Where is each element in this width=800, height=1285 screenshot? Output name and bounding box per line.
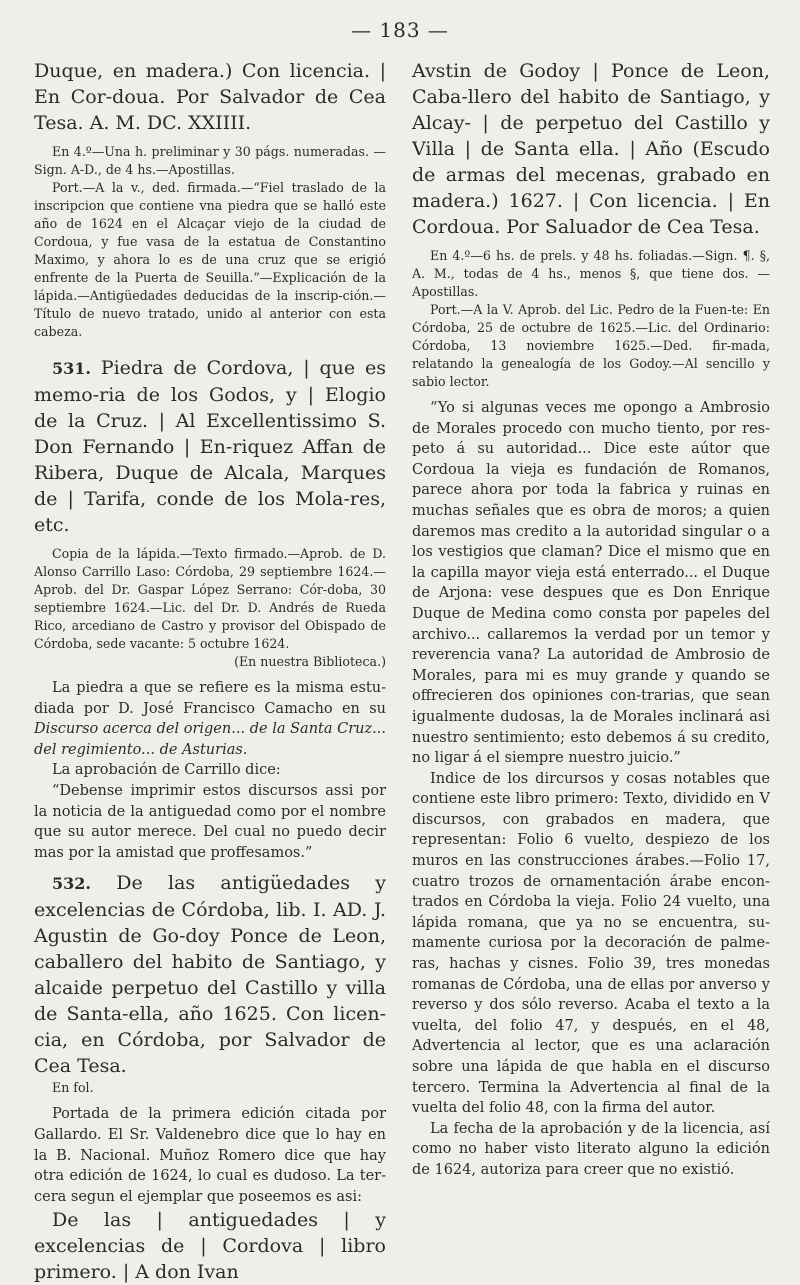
entry-532-commentary: Portada de la primera edición citada por Gallardo. El Sr. Valdenebro dice que lo hay en la B. Nacional. Muñoz Romero dice que hay otra edición de 1624, lo cual es dudoso. La ter-cera segun el ejemplar que poseemos es asi: xyxy=(34,1106,386,1205)
right-column xyxy=(412,58,770,1181)
entry-532-title-continued: Avstin de Godoy | Ponce de Leon, Caba-llero del habito de Santiago, y Alcay- | de perpetuo del Castillo y Villa | de Santa ella. | Año (Escudo de armas del mecenas, grabado en madera.) 1627. | Con licencia. | En Cordoua. Por Saluador de Cea Tesa. xyxy=(412,60,770,238)
entry-532-third-edition-title: De las | antiguedades | y excelencias de | Cordova | libro primero. | A don Ivan xyxy=(34,1209,386,1284)
entry-531-location-note: (En nuestra Biblioteca.) xyxy=(234,654,386,669)
commentary-cited-work: Discurso acerca del origen... de la Santa Cruz... del regimiento... de Asturias. xyxy=(34,721,386,758)
entry-532-title xyxy=(34,870,386,1079)
entry-532-dating-note: La fecha de la aprobación y de la licencia, así como no haber visto literato alguno la edición de 1624, autoriza para creer que no existió. xyxy=(412,1120,770,1178)
entry-532-collation: En 4.º—6 hs. de prels. y 48 hs. foliadas.—Sign. ¶. §, A. M., todas de 4 hs., menos §, que tiene dos. —Apostillas. xyxy=(412,248,770,299)
entry-532-title-text: De las antigüedades y excelencias de Córdoba, lib. I. AD. J. Agustin de Go-doy Ponce de Leon, caballero del habito de Santiago, y alcaide perpetuo del Castillo y villa de Santa-ella, año 1625. Con licen-cia, en Córdoba, por Salvador de Cea Tesa. xyxy=(34,872,386,1078)
entry-530-title-end: Duque, en madera.) Con licencia. | En Cor-doua. Por Salvador de Cea Tesa. A. M. DC. XXIIII. xyxy=(34,60,386,134)
entry-531-approval-quote: “Debense imprimir estos discursos assi por la noticia de la antiguedad como por el nombre que su autor merece. Del cual no puedo decir mas por la amistad que proffesamos.” xyxy=(34,782,386,861)
entry-532-dedication-quote: “Yo si algunas veces me opongo a Ambrosio de Morales procedo con mucho tiento, por res-peto á su autoridad... Dice este aútor que Cordoua la vieja es fundación de Romanos, parece ahora por toda la fabrica y ruinas en muchas señales que es obra de moros; a quien daremos mas credito a la autoridad singular o a los vestigios que claman? Dice el mismo que en la capilla mayor vieja está enterrado... el Duque de Arjona: vese despues que es Don Enrique Duque de Medina como consta por papeles del archivo... callaremos la verdad por un temor y reverencia vana? La autoridad de Ambrosio de Morales, para mi es muy grande y quando se offrecieren dos opiniones con-trarias, que sean igualmente dudosas, la de Morales inclinará asi nuestro sentimiento; esto debemos á su credito, no ligar á el siempre nuestro juicio.” xyxy=(412,400,770,767)
entry-532-index-description: Indice de los dircursos y cosas notables que contiene este libro primero: Texto, dividido en V discursos, con grabados en madera, que representan: Folio 6 vuelto, despiezo de los muros en las construcciones árabes.—Folio 17, cuatro trozos de ornamentación árabe encon-trados en Córdoba la vieja. Folio 24 vuelto, una lápida romana, que ya no se encuentra, su-mamente curiosa por la decoración de palme-ras, hachas y cisnes. Folio 39, tres monedas romanas de Córdoba, una de ellas por anverso y reverso y dos sólo reverso. Acaba el texto a la vuelta, del folio 47, y después, en el 48, Advertencia al lector, que es una aclaración sobre una lápida de que habla en el discurso tercero. Termina la Advertencia al final de la vuelta del folio 48, con la firma del autor. xyxy=(412,770,770,1117)
entry-532-number: 532. xyxy=(52,874,91,894)
entry-531-number: 531. xyxy=(52,359,91,378)
entry-531-title-text: Piedra de Cordova, | que es memo-ria de los Godos, y | Elogio de la Cruz. | Al Excellentissimo S. Don Fernando | En-riquez Affan de Ribera, Duque de Alcala, Marques de | Tarifa, conde de los Mola-res, etc. xyxy=(34,357,386,536)
left-column xyxy=(34,58,386,1285)
entry-531-title xyxy=(34,355,386,538)
entry-530-contents: Port.—A la v., ded. firmada.—“Fiel traslado de la inscripcion que contiene vna piedra que se halló este año de 1624 en el Alcaçar viejo de la ciudad de Cordoua, y fue vasa de la estatua de Constantino Maximo, y ahora lo es de una cruz que se erigió enfrente de la Puerta de Seuilla.”—Explicación de la lápida.—Antigüedades deducidas de la inscrip-ción.—Título de nuevo tratado, unido al anterior con esta cabeza. xyxy=(34,180,386,339)
entry-531-commentary xyxy=(34,678,386,760)
entry-532-contents: Port.—A la V. Aprob. del Lic. Pedro de la Fuen-te: En Córdoba, 25 de octubre de 1625.—Lic. del Ordinario: Córdoba, 13 noviembre 1625.—Ded. fir-mada, relatando la genealogía de los Godoy.—Al sencillo y sabio lector. xyxy=(412,302,770,389)
entry-530-collation: En 4.º—Una h. preliminar y 30 págs. numeradas. —Sign. A-D., de 4 hs.—Apostillas. xyxy=(34,144,386,177)
page-number: — 183 — xyxy=(351,18,449,42)
commentary-text: La piedra a que se refiere es la misma estu-diada por D. José Francisco Camacho en su xyxy=(34,680,386,717)
entry-531-contents: Copia de la lápida.—Texto firmado.—Aprob. de D. Alonso Carrillo Laso: Córdoba, 29 septiembre 1624.—Aprob. del Dr. Gaspar López Serrano: Cór-doba, 30 septiembre 1624.—Lic. del Dr. D. Andrés de Rueda Rico, arcediano de Castro y provisor del Obispado de Córdoba, sede vacante: 5 octubre 1624. xyxy=(34,546,386,651)
entry-531-approval-intro: La aprobación de Carrillo dice: xyxy=(52,762,281,779)
entry-532-format: En fol. xyxy=(52,1080,94,1096)
